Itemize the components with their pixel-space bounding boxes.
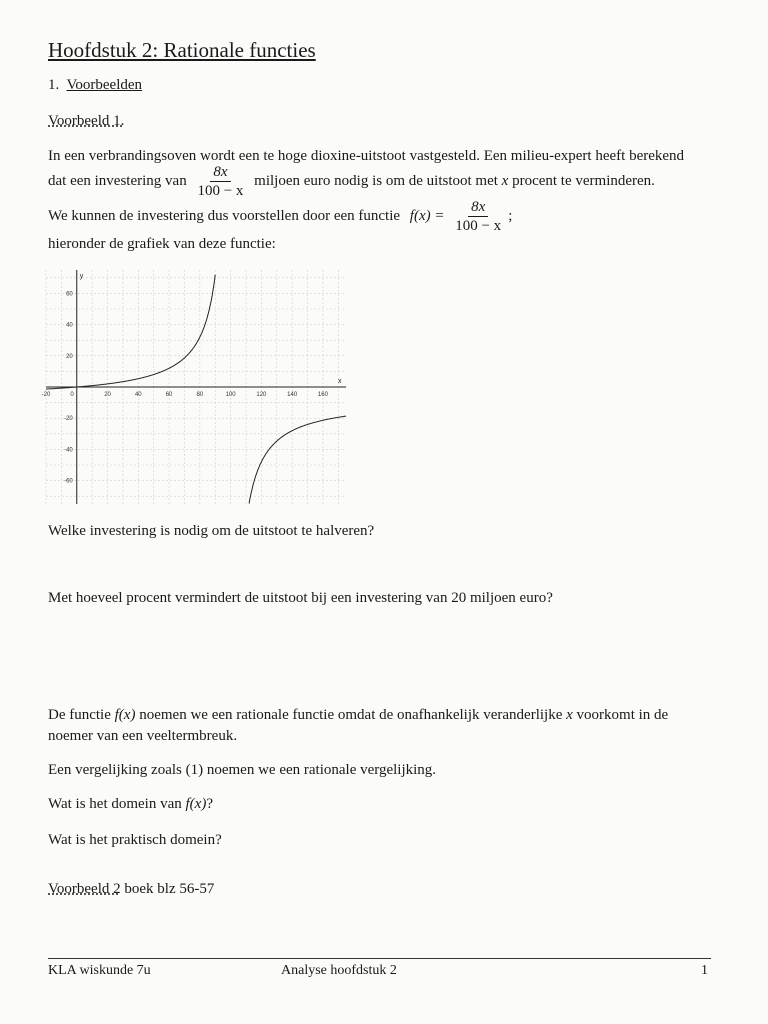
curve-right-branch [249,416,346,503]
section-heading [48,77,142,94]
origin-label: 0 [70,392,74,398]
question-domain-fx: f(x) [185,796,207,812]
x-axis-label: x [338,378,342,385]
page-title: Hoofdstuk 2: Rationale functies [48,38,316,62]
intro-text-c: procent te verminderen. [512,172,655,189]
explanation-line-2: noemer van een veeltermbreuk. [48,728,238,744]
section-number: 1. [48,77,60,93]
question-practical-domain: Wat is het praktisch domein? [48,832,222,848]
y-tick-label: -20 [64,416,73,423]
x-tick-label: 80 [196,392,204,398]
function-definition-line [48,198,748,235]
explanation-text-a: De functie [48,707,111,723]
question-domain-mark: ? [206,796,214,812]
investment-fraction [194,163,246,200]
graph-intro-text: hieronder de grafiek van deze functie: [48,236,276,252]
example-2-text: boek blz 56-57 [124,881,215,897]
intro-variable-x: x [501,172,509,189]
page-number: 1 [701,963,708,978]
y-tick-label: 40 [66,322,73,329]
y-tick-label: -60 [64,478,73,485]
x-tick-label: 60 [165,392,173,398]
explanation-text-c: voorkomt in de [576,707,669,723]
intro-text-b: miljoen euro nodig is om de uitstoot met [254,172,498,189]
chart-axes [46,270,346,504]
chart-ticks [42,291,329,484]
fraction-numerator: 8x [210,163,230,182]
section-label: Voorbeelden [66,77,143,93]
intro-line-1: In een verbrandingsoven wordt een te hoge dioxine-uitstoot vastgesteld. Een milieu-expert heeft berekend [48,148,685,164]
footer-divider [48,958,711,959]
x-tick-label: 20 [104,392,111,398]
explanation-text-b: noemen we een rationale functie omdat de onafhankelijk veranderlijke [139,707,563,723]
y-axis-label: y [79,273,84,280]
x-tick-label: 100 [225,392,236,398]
function-graph [41,266,354,508]
intro-text-a: dat een investering van [48,172,187,189]
question-1: Welke investering is nodig om de uitstoot te halveren? [48,523,375,539]
question-2: Met hoeveel procent vermindert de uitstoot bij een investering van 20 miljoen euro? [48,590,553,606]
footer-left: KLA wiskunde 7u [48,963,151,978]
footer-center: Analyse hoofdstuk 2 [281,963,397,978]
x-tick-label: 160 [317,392,328,398]
function-fraction-denominator: 100 − x [455,218,502,234]
explanation-fx: f(x) [114,707,136,723]
x-tick-label: -20 [41,392,51,398]
function-def-text: We kunnen de investering dus voorstellen door een functie [48,207,401,224]
function-fx: f(x) = [409,207,445,224]
x-tick-label: 40 [134,392,142,398]
function-def-end: ; [508,207,513,224]
function-fraction [452,198,504,235]
y-tick-label: 60 [66,291,73,298]
fraction-denominator: 100 − x [197,183,244,199]
y-tick-label: -40 [64,447,73,454]
intro-line-2 [48,163,748,200]
explanation-paragraph [48,705,728,747]
example-2-label: Voorbeeld 2 [48,881,121,897]
y-tick-label: 20 [66,353,73,360]
explanation-variable-x: x [566,707,573,723]
function-fraction-numerator: 8x [468,198,488,217]
example-2 [48,879,214,900]
x-tick-label: 140 [287,392,298,398]
question-domain-text: Wat is het domein van [48,796,182,812]
rational-equation-note: Een vergelijking zoals (1) noemen we een rationale vergelijking. [48,762,437,778]
function-graph-svg [41,266,354,508]
question-domain [48,794,213,815]
x-tick-label: 120 [256,392,267,398]
example-1-label: Voorbeeld 1. [48,113,125,129]
